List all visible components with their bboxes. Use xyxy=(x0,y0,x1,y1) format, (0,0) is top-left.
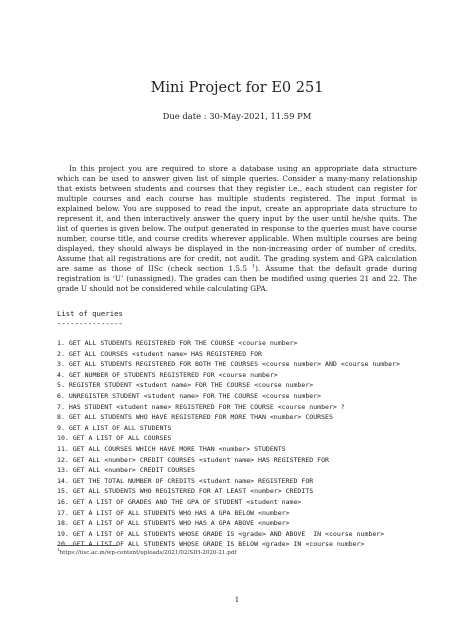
query-item: 13. GET ALL <number> CREDIT COURSES xyxy=(57,466,195,475)
query-item: 6. UNREGISTER STUDENT <student name> FOR THE COURSE <course number> xyxy=(57,391,322,400)
query-item: 11. GET ALL COURSES WHICH HAVE MORE THAN <number> STUDENTS xyxy=(57,444,286,453)
due-date: Due date : 30-May-2021, 11.59 PM xyxy=(162,111,312,121)
footnote-link[interactable]: https://iisc.ac.in/wp-content/uploads/2021/02/SIH-2020-21.pdf xyxy=(59,549,237,556)
intro-text-part2: ). Assume that the default grade during registration is ‘U’ (unassigned). The grades can then be modified using queries 21 and 22. The grade U should not be considered while calculating GPA. xyxy=(57,264,417,293)
query-item: 10. GET A LIST OF ALL COURSES xyxy=(57,434,172,443)
footnote-reference[interactable]: 1 xyxy=(251,263,256,270)
query-item: 15. GET ALL STUDENTS WHO REGISTERED FOR AT LEAST <number> CREDITS xyxy=(57,487,314,496)
query-item: 14. GET THE TOTAL NUMBER OF CREDITS <student name> REGISTERED FOR xyxy=(57,476,314,485)
query-item: 9. GET A LIST OF ALL STUDENTS xyxy=(57,423,172,432)
query-item: 5. REGISTER STUDENT <student name> FOR THE COURSE <course number> xyxy=(57,381,314,390)
query-item: 18. GET A LIST OF ALL STUDENTS WHO HAS A GPA ABOVE <number> xyxy=(57,519,290,528)
query-item: 16. GET A LIST OF GRADES AND THE GPA OF STUDENT <student name> xyxy=(57,497,302,506)
query-item: 3. GET ALL STUDENTS REGISTERED FOR BOTH THE COURSES <course number> AND <course number> xyxy=(57,360,400,369)
query-item: 2. GET ALL COURSES <student name> HAS REGISTERED FOR xyxy=(57,349,262,358)
query-item: 4. GET NUMBER OF STUDENTS REGISTERED FOR <course number> xyxy=(57,370,278,379)
document-title: Mini Project for E0 251 xyxy=(150,80,324,96)
query-item: 20. GET A LIST OF ALL STUDENTS WHOSE GRADE IS BELOW <grade> IN <course number> xyxy=(57,540,365,549)
query-item: 12. GET ALL <number> CREDIT COURSES <student name> HAS REGISTERED FOR xyxy=(57,455,329,464)
intro-paragraph xyxy=(57,164,417,294)
query-item: 8. GET ALL STUDENTS WHO HAVE REGISTERED FOR MORE THAN <number> COURSES xyxy=(57,413,333,422)
queries-heading: List of queries xyxy=(57,309,123,318)
query-item: 7. HAS STUDENT <student name> REGISTERED FOR THE COURSE <course number> ? xyxy=(57,402,345,411)
footnote-number: 1 xyxy=(57,547,60,552)
query-item: 17. GET A LIST OF ALL STUDENTS WHO HAS A GPA BELOW <number> xyxy=(57,508,290,517)
query-item: 1. GET ALL STUDENTS REGISTERED FOR THE COURSE <course number> xyxy=(57,339,298,347)
query-item: 19. GET A LIST OF ALL STUDENTS WHOSE GRADE IS <grade> AND ABOVE IN <course number> xyxy=(57,529,385,538)
footnote xyxy=(57,546,237,557)
page-number: 1 xyxy=(234,595,240,604)
queries-heading-underline: --------------- xyxy=(57,319,123,328)
queries-list xyxy=(57,338,467,550)
intro-text-part1: In this project you are required to store a database using an appropriate data structure which can be used to answer given list of simple queries. Consider a many-many relationship that exists between students and courses that they register i.e., each student can register for multiple courses and each course has multiple students registered. The input format is explained below. You are supposed to read the input, create an appropriate data structure to represent it, and then interactively answer the query input by the user until he/she quits. The list of queries is given below. The output generated in response to the queries must have course number, course title, and course credits wherever applicable. When multiple courses are being displayed, they should always be displayed in the non-increasing order of number of credits. Assume that all registrations are for credit, not audit. The grading system and GPA calculation are same as those of IISc (check section 1.5.5 xyxy=(57,164,417,273)
